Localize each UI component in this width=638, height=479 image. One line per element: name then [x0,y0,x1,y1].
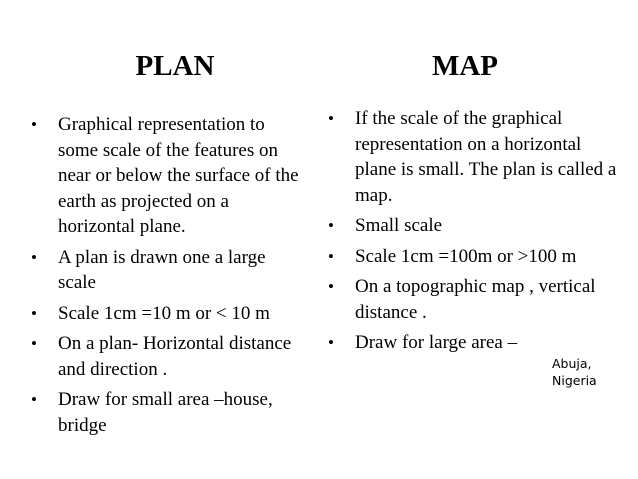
location-note [552,355,597,389]
map-bullet-text: Small scale [355,215,443,236]
plan-bullet-text: Draw for small area –house, bridge [58,389,273,436]
bullet-icon: • [31,390,37,409]
map-bullet-list [325,106,625,361]
plan-bullet-text: On a plan- Horizontal distance and direction . [58,333,292,380]
bullet-icon: • [31,334,37,353]
plan-bullet-item [28,331,308,382]
plan-bullet-item [28,245,308,296]
plan-bullet-text: A plan is drawn one a large scale [58,246,266,293]
map-bullet-text: On a topographic map , vertical distance . [355,276,596,323]
map-bullet-text: Scale 1cm =100m or >100 m [355,245,577,267]
map-column-title: MAP [431,50,499,82]
location-note-line1: Abuja, [552,356,592,371]
bullet-icon: • [31,115,37,134]
map-bullet-item [325,274,625,325]
plan-bullet-item [28,301,308,327]
map-bullet-item [325,213,625,239]
plan-bullet-text: Scale 1cm =10 m or < 10 m [58,302,270,324]
bullet-icon: • [31,303,37,323]
bullet-icon: • [328,109,334,128]
map-bullet-text: Draw for large area – [355,332,518,353]
bullet-icon: • [328,216,334,235]
plan-bullet-list [28,112,308,443]
plan-bullet-item [28,387,308,438]
map-bullet-item [325,330,625,356]
bullet-icon: • [328,333,334,352]
plan-bullet-text: Graphical representation to some scale of the features on near or below the surface of the earth as projected on a horizontal plane. [58,114,299,237]
bullet-icon: • [31,247,37,267]
plan-bullet-item [28,112,308,240]
map-bullet-item [325,106,625,208]
map-bullet-item [325,244,625,270]
map-bullet-text: If the scale of the graphical representation on a horizontal plane is small. The plan is called a map. [355,108,617,206]
location-note-line2: Nigeria [552,373,597,388]
plan-column-title: PLAN [135,50,215,82]
bullet-icon: • [328,246,334,266]
bullet-icon: • [328,277,334,296]
